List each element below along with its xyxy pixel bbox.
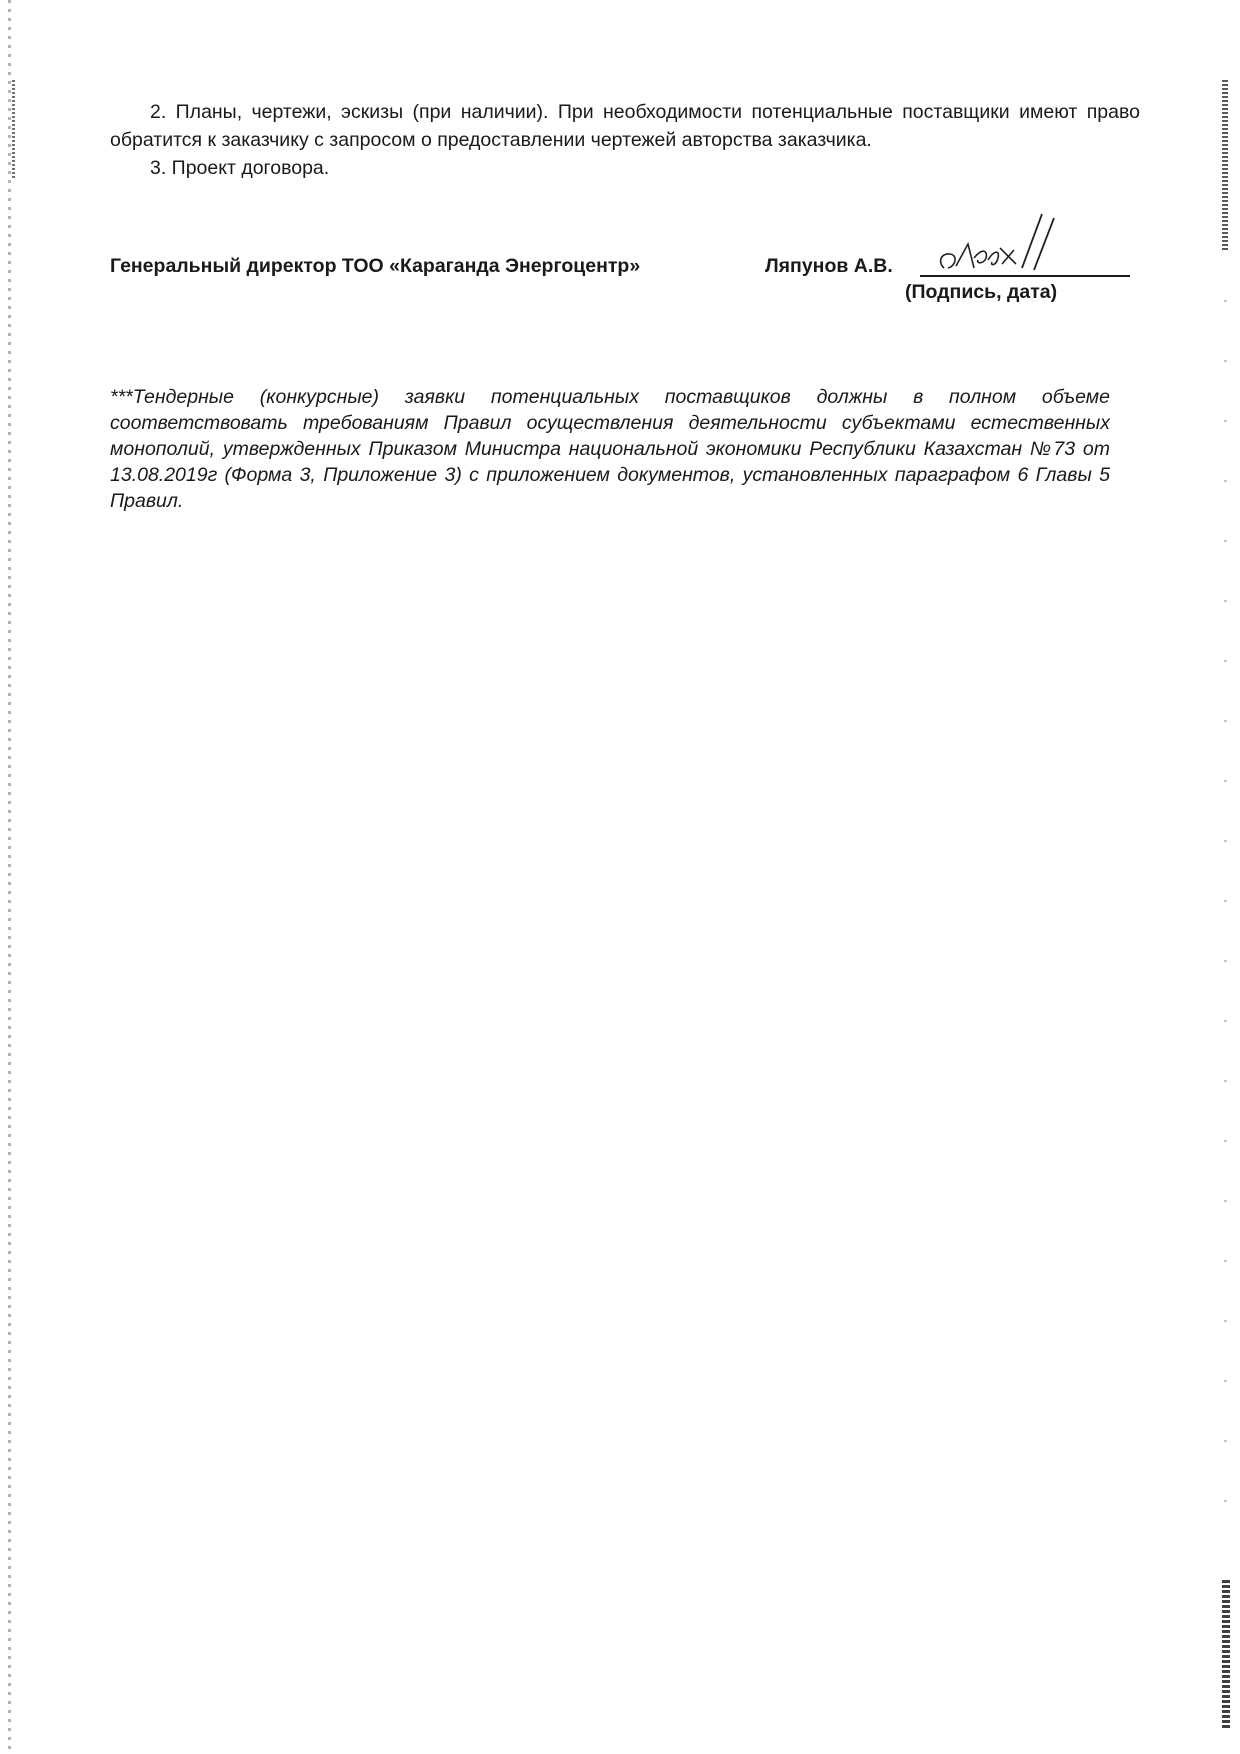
signatory-name: Ляпунов А.В.: [765, 255, 893, 277]
scan-artifact-right-top: [1222, 80, 1228, 250]
scan-artifact-right-bottom: [1222, 1580, 1230, 1730]
scan-artifact-left: [8, 0, 11, 1754]
scan-artifact-right-middle: [1224, 300, 1227, 1550]
attachments-list: [110, 98, 1140, 182]
list-item: 3. Проект договора.: [150, 157, 330, 179]
handwritten-signature: [930, 208, 1070, 283]
signature-caption: (Подпись, дата): [905, 281, 1058, 303]
scan-artifact-left-dense: [12, 80, 15, 180]
footnote: ***Тендерные (конкурсные) заявки потенциальных поставщиков должны в полном объеме соответствовать требованиям Правил осуществления деятельности субъектами естественных монополий, утвержденных Приказом Министра национальной экономики Республики Казахстан №73 от 13.08.2019г (Форма 3, Приложение 3) с приложением документов, установленных параграфом 6 Главы 5 Правил.: [110, 386, 1110, 512]
list-item: 2. Планы, чертежи, эскизы (при наличии). При необходимости потенциальные поставщики имеют право обратится к заказчику с запросом о предоставлении чертежей авторства заказчика.: [110, 101, 1140, 151]
signatory-position: Генеральный директор ТОО «Караганда Энергоцентр»: [110, 255, 641, 277]
signature-block: [110, 253, 1140, 313]
